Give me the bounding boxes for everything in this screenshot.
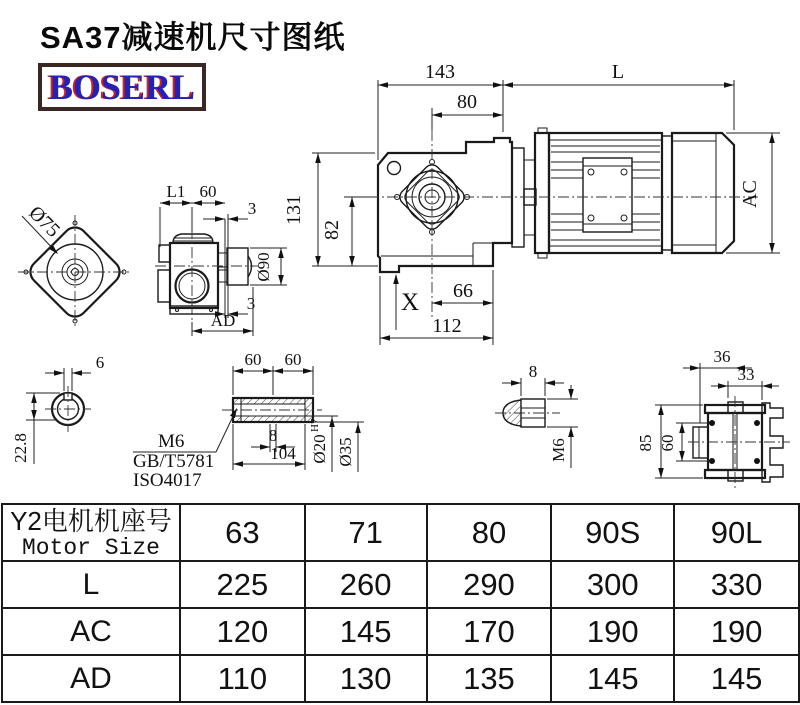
shaft-detail-view: [133, 350, 364, 491]
dim-dia20: Ø20: [310, 434, 329, 464]
AC-value: 145: [305, 608, 427, 655]
dim-33: 33: [737, 365, 755, 384]
key-end-view: [495, 362, 578, 468]
AC-value: 190: [551, 608, 674, 655]
dim-6: 6: [95, 353, 105, 372]
AC-value: 170: [427, 608, 552, 655]
label-m6: M6: [158, 431, 185, 452]
dim-dia75: Ø75: [24, 201, 65, 242]
AD-value: 145: [674, 655, 799, 702]
dim-side-60: 60: [658, 434, 677, 452]
logo-text: BOSERL: [49, 67, 196, 107]
AC-value: 120: [180, 608, 305, 655]
side-end-view: [636, 347, 790, 488]
dim-85: 85: [636, 434, 655, 452]
motor-size-90s: 90S: [551, 504, 674, 561]
flange-view: [18, 202, 132, 329]
motor-size-63: 63: [180, 504, 305, 561]
L-value: 290: [427, 561, 552, 608]
dim-dia20-tolerance: H7: [309, 418, 321, 432]
table-row-AD: [2, 655, 799, 702]
dim-82: 82: [321, 220, 343, 240]
dim-60b: 60: [284, 350, 302, 369]
table-row-header: [2, 504, 799, 561]
label-gb-standard: GB/T5781: [133, 451, 215, 472]
main-assembly-view: [283, 61, 780, 345]
dim-80: 80: [457, 91, 477, 113]
motor-size-label-cn: Y2电机机座号: [10, 505, 172, 536]
row-label-AD: AD: [2, 655, 180, 702]
L-value: 260: [305, 561, 427, 608]
dim-key-8: 8: [528, 362, 538, 381]
page-title: SA37减速机尺寸图纸: [40, 20, 346, 55]
hub-section-view: [11, 353, 104, 464]
L-value: 330: [674, 561, 799, 608]
dim-104: 104: [270, 444, 296, 463]
AD-value: 135: [427, 655, 552, 702]
row-label-AC: AC: [2, 608, 180, 655]
motor-size-label-en: Motor Size: [21, 534, 160, 561]
dim-3-top: 3: [247, 199, 257, 218]
motor-size-90l: 90L: [674, 504, 799, 561]
label-iso-standard: ISO4017: [133, 470, 202, 491]
L-value: 300: [551, 561, 674, 608]
dim-60a: 60: [244, 350, 262, 369]
motor-size-71: 71: [305, 504, 427, 561]
AC-value: 190: [674, 608, 799, 655]
dim-143: 143: [425, 61, 455, 83]
dim-L: L: [611, 61, 625, 83]
row-label-L: L: [2, 561, 180, 608]
AD-value: 145: [551, 655, 674, 702]
dimension-table: [1, 503, 800, 703]
table-row-L: [2, 561, 799, 608]
dim-dia35: Ø35: [336, 437, 355, 467]
AD-value: 110: [180, 655, 305, 702]
dim-22-8: 22.8: [11, 433, 30, 463]
dim-3-bottom: 3: [246, 294, 256, 313]
dim-key-m6: M6: [549, 438, 568, 462]
AD-value: 130: [305, 655, 427, 702]
L-value: 225: [180, 561, 305, 608]
dim-66: 66: [453, 280, 473, 302]
dim-112: 112: [432, 315, 462, 337]
dim-AC: AC: [739, 180, 761, 208]
dim-dia90: Ø90: [254, 252, 273, 282]
dim-60-top: 60: [199, 182, 217, 201]
motor-size-80: 80: [427, 504, 552, 561]
dim-131: 131: [283, 195, 305, 225]
dim-36: 36: [713, 347, 731, 366]
dim-L1: L1: [166, 182, 186, 201]
motor-size-header-cell: [2, 504, 180, 561]
dim-AD: AD: [210, 311, 236, 330]
table-row-AC: [2, 608, 799, 655]
dim-8: 8: [268, 426, 278, 445]
top-view: [155, 182, 287, 336]
dim-X: X: [400, 289, 420, 316]
